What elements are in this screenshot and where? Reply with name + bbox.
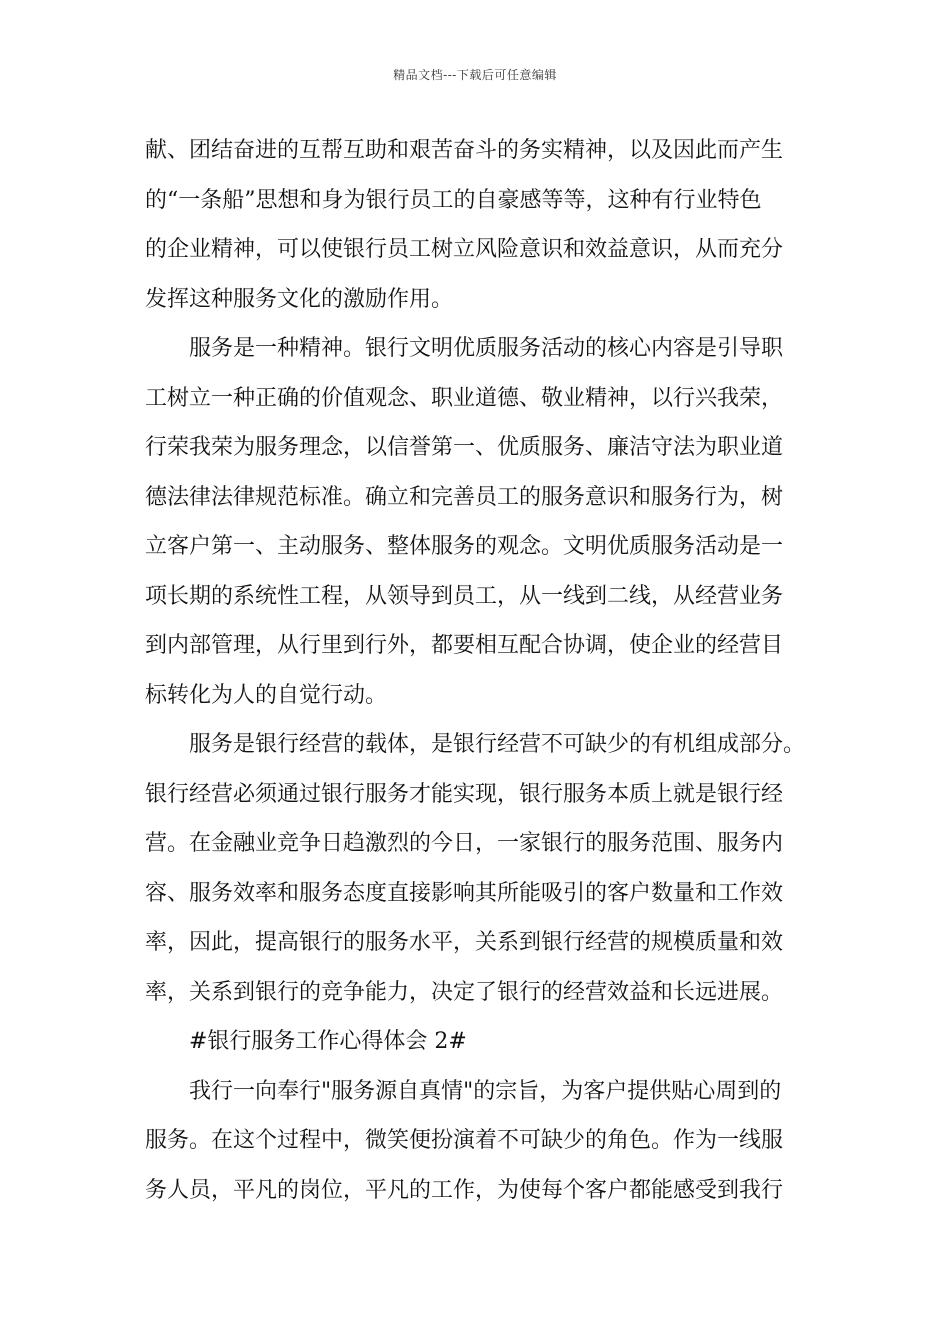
text-line: #银行服务工作心得体会 2# xyxy=(189,1029,467,1054)
text-line: 立客户第一、主动服务、整体服务的观念。文明优质服务活动是一 xyxy=(145,534,784,559)
text-line: 标转化为人的自觉行动。 xyxy=(145,682,388,708)
text-line: 服务是一种精神。银行文明优质服务活动的核心内容是引导职 xyxy=(189,336,784,361)
text-line: 服务。在这个过程中，微笑便扮演着不可缺少的角色。作为一线服 xyxy=(145,1128,784,1153)
text-line: 的企业精神，可以使银行员工树立风险意识和效益意识，从而充分 xyxy=(145,237,784,262)
page-header: 精品文档---下载后可任意编辑 xyxy=(393,68,557,82)
text-line: 服务是银行经营的载体，是银行经营不可缺少的有机组成部分。 xyxy=(189,732,806,757)
text-line: 营。在金融业竞争日趋激烈的今日，一家银行的服务范围、服务内 xyxy=(145,831,784,856)
text-line: 行荣我荣为服务理念，以信誉第一、优质服务、廉洁守法为职业道 xyxy=(145,435,784,460)
text-line: 到内部管理，从行里到行外，都要相互配合协调，使企业的经营目 xyxy=(145,633,784,658)
text-line: 容、服务效率和服务态度直接影响其所能吸引的客户数量和工作效 xyxy=(145,880,784,906)
text-line: 率，关系到银行的竞争能力，决定了银行的经营效益和长远进展。 xyxy=(145,979,784,1005)
text-line: 率，因此，提高银行的服务水平，关系到银行经营的规模质量和效 xyxy=(145,930,784,955)
text-line: 银行经营必须通过银行服务才能实现，银行服务本质上就是银行经 xyxy=(145,781,784,807)
text-line: 项长期的系统性工程，从领导到员工，从一线到二线，从经营业务 xyxy=(145,583,784,609)
body-text xyxy=(145,126,825,1215)
text-line: 务人员，平凡的岗位，平凡的工作，为使每个客户都能感受到我行 xyxy=(145,1177,784,1203)
text-line: 工树立一种正确的价值观念、职业道德、敬业精神，以行兴我荣， xyxy=(145,385,784,411)
text-line: 献、团结奋进的互帮互助和艰苦奋斗的务实精神，以及因此而产生 xyxy=(145,138,784,163)
text-line: 我行一向奉行"服务源自真情"的宗旨，为客户提供贴心周到的 xyxy=(189,1078,782,1104)
text-line: 的“一条船”思想和身为银行员工的自豪感等等，这种有行业特色 xyxy=(145,187,762,213)
text-line: 德法律法律规范标准。确立和完善员工的服务意识和服务行为，树 xyxy=(145,484,784,510)
text-line: 发挥这种服务文化的激励作用。 xyxy=(145,286,454,312)
